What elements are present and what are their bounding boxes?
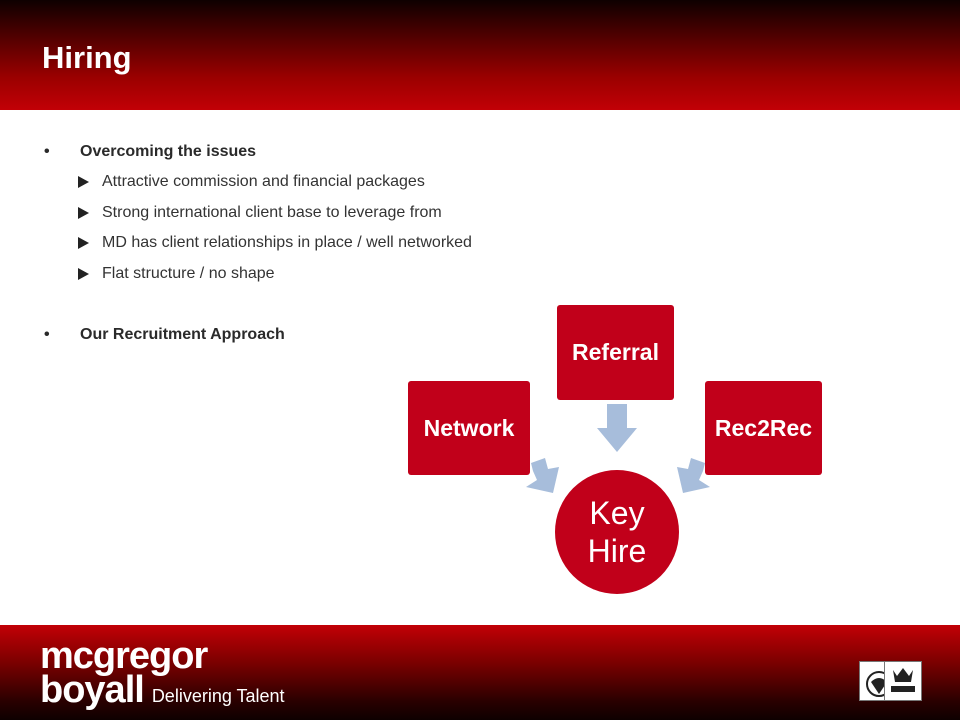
key-hire-circle bbox=[555, 470, 679, 594]
issue-text: Flat structure / no shape bbox=[102, 265, 275, 282]
ukas-certification-icon bbox=[884, 661, 922, 701]
bullet-dot: • bbox=[44, 326, 50, 343]
bullet-dot: • bbox=[44, 143, 50, 160]
approach-heading: Our Recruitment Approach bbox=[80, 326, 285, 343]
slide-title: Hiring bbox=[42, 40, 132, 75]
right-down-arrow-icon bbox=[526, 458, 559, 493]
rec2rec-box: Rec2Rec bbox=[705, 381, 822, 475]
issues-heading: Overcoming the issues bbox=[80, 143, 257, 160]
logo-line2 bbox=[40, 669, 285, 713]
logo-line2-text: boyall bbox=[40, 669, 144, 711]
key-hire-line1: Key bbox=[589, 495, 645, 531]
logo-tagline: Delivering Talent bbox=[151, 686, 285, 706]
issue-text: MD has client relationships in place / well networked bbox=[102, 234, 472, 251]
footer-bar bbox=[0, 625, 960, 720]
referral-box: Referral bbox=[557, 305, 674, 400]
ukas-crown-icon bbox=[885, 662, 921, 700]
down-arrow-icon bbox=[597, 404, 637, 452]
logo-line1: mcgregor bbox=[40, 635, 208, 677]
key-hire-line2: Hire bbox=[587, 533, 647, 569]
network-box: Network bbox=[408, 381, 530, 475]
issue-text: Strong international client base to leverage from bbox=[102, 204, 442, 221]
company-logo bbox=[40, 635, 285, 713]
issue-text: Attractive commission and financial packages bbox=[102, 173, 425, 190]
